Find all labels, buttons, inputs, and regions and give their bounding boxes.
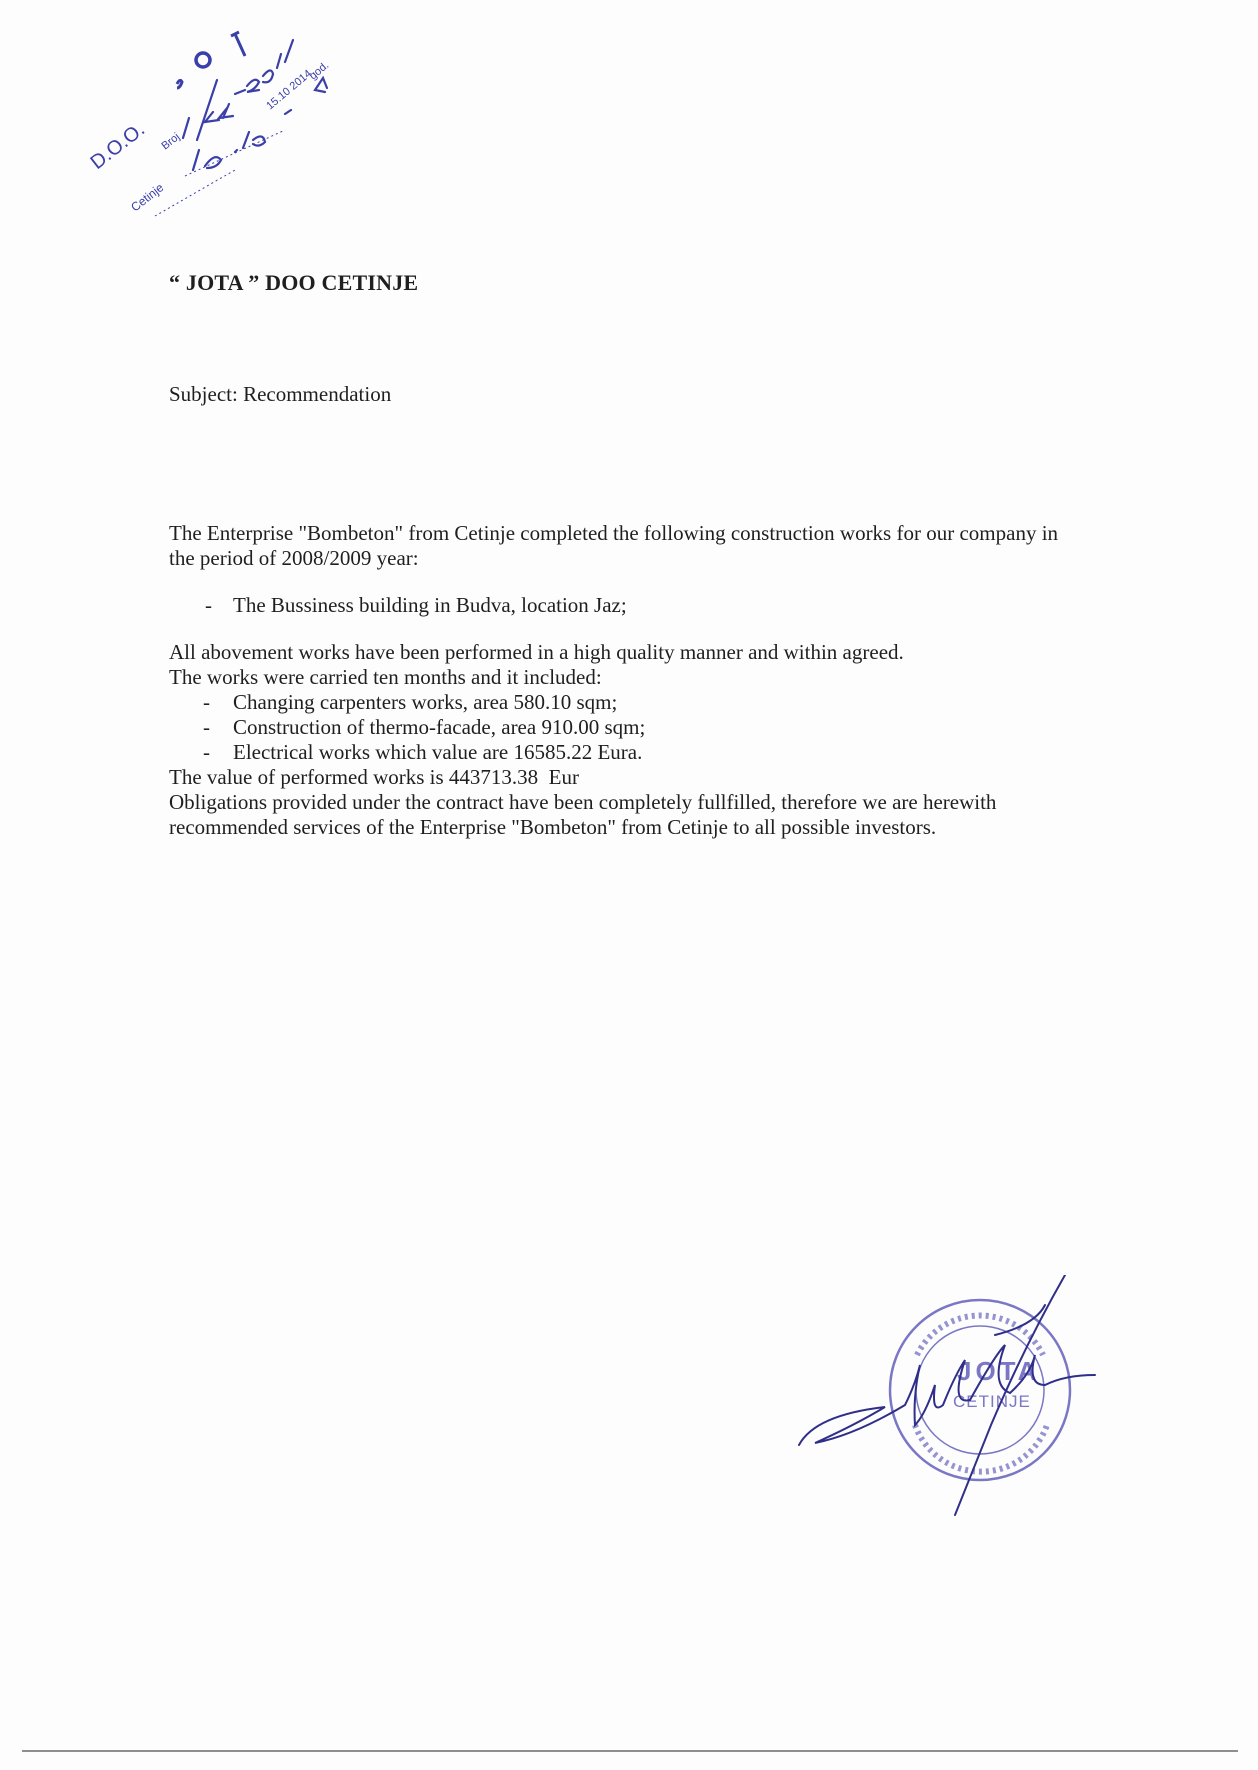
works-list-item: [169, 740, 1069, 765]
stamp-city-label: Cetinje: [128, 180, 167, 215]
dash-bullet: -: [203, 690, 210, 714]
stamp-broj-label: Broj: [159, 130, 183, 153]
stamp-god-label: god.: [307, 59, 332, 83]
stamp-circle-mark: [196, 53, 210, 67]
stamp-t-mark: [231, 32, 245, 56]
closing-paragraph: Obligations provided under the contract have been completely fullfilled, therefore we are herewith recommended services of the Enterprise "Bombeton" from Cetinje to all possible investors.: [169, 790, 997, 839]
dash-bullet: -: [205, 593, 212, 617]
statement-line-1: All abovement works have been performed in a high quality manner and within agreed.: [169, 640, 904, 664]
signature: [799, 1275, 1095, 1515]
stamp-date-value: 15.10 2014: [264, 67, 315, 113]
letter-body: [169, 521, 1069, 840]
page-bottom-rule: [22, 1750, 1238, 1752]
works-list-item: [169, 715, 1069, 740]
seal-ring-lettering: [917, 1316, 1043, 1355]
intro-paragraph: The Enterprise "Bombeton" from Cetinje completed the following construction works for our company in the period of 2008/2009 year:: [169, 521, 1059, 570]
statement-line-2: The works were carried ten months and it included:: [169, 665, 602, 689]
seal-center-text: JOTA: [957, 1356, 1041, 1386]
works-item-text: Electrical works which value are 16585.22 Eura.: [233, 740, 643, 764]
registration-stamp: [85, 20, 385, 230]
dash-bullet: -: [203, 715, 210, 739]
subject-line: Subject: Recommendation: [169, 382, 392, 406]
works-list-item: [169, 690, 1069, 715]
stamp-ink: [87, 32, 332, 216]
seal-city-text: CETINJE: [953, 1392, 1031, 1411]
stamp-guide-line: [185, 130, 285, 176]
project-item-text: The Bussiness building in Budva, location Jaz;: [233, 593, 627, 617]
company-seal: [795, 1275, 1125, 1545]
dash-bullet: -: [203, 740, 210, 764]
works-item-text: Changing carpenters works, area 580.10 sqm;: [233, 690, 618, 714]
works-item-text: Construction of thermo-facade, area 910.00 sqm;: [233, 715, 646, 739]
stamp-company-form: D.O.O.: [86, 118, 150, 174]
stamp-comma-mark: [177, 80, 182, 88]
value-line: The value of performed works is 443713.38 Eur: [169, 765, 579, 789]
stamp-guide-line: [155, 170, 235, 216]
organization-heading: “ JOTA ” DOO CETINJE: [169, 270, 419, 295]
project-list-item: [169, 593, 1069, 618]
